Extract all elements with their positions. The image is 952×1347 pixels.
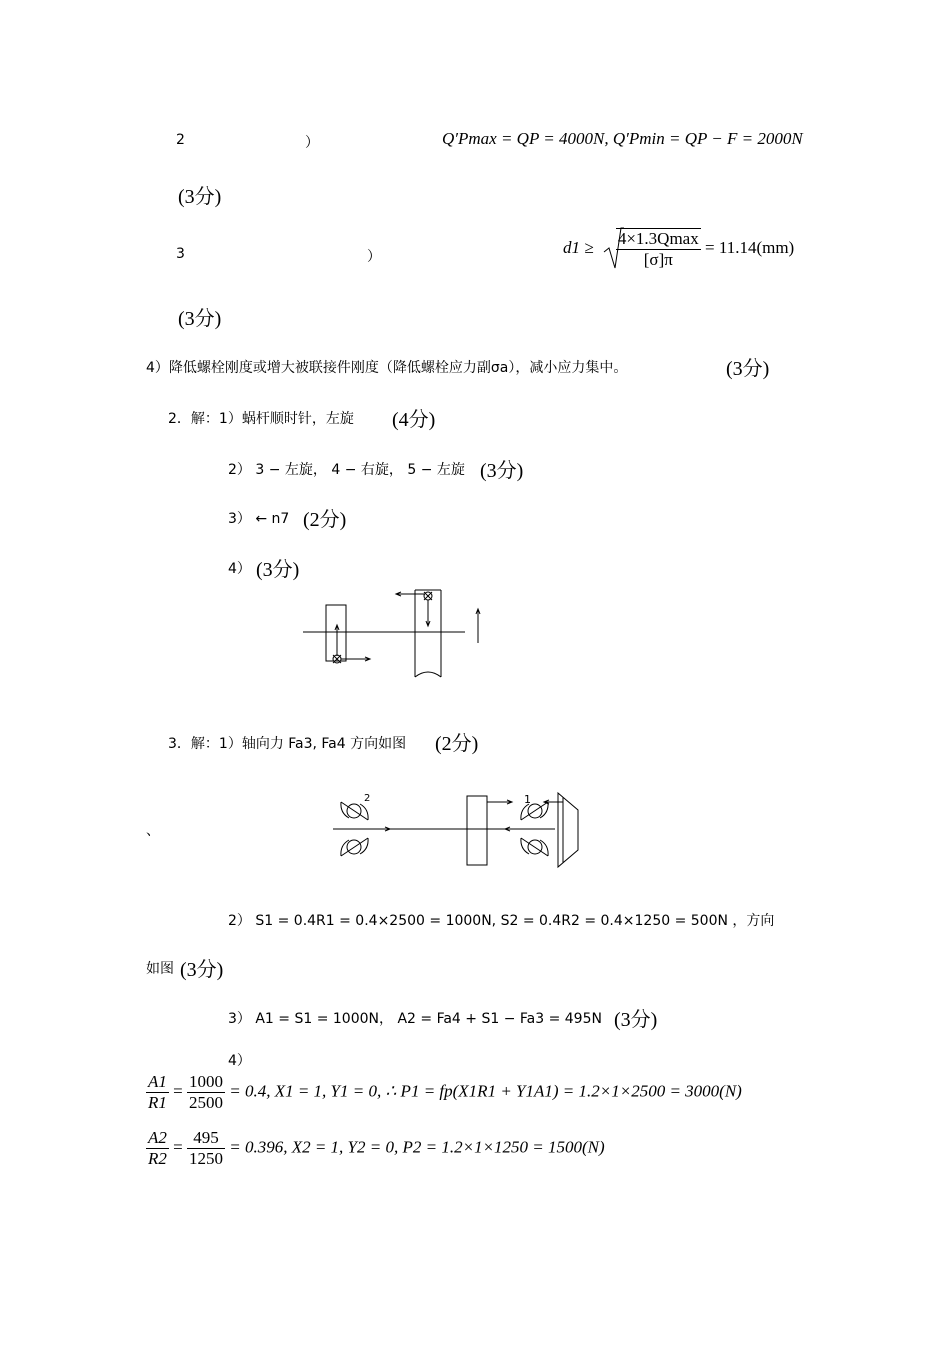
frac-num: A2 <box>148 1128 167 1147</box>
q2-part3: 3） ← n7 <box>228 511 290 527</box>
score: (3分) <box>178 186 222 208</box>
item-paren: ） <box>305 135 319 151</box>
score: (2分) <box>303 509 347 531</box>
fig-label-2: 2 <box>364 793 371 804</box>
frac-num: 495 <box>187 1128 225 1149</box>
q3-part2-cont: 如图 <box>146 961 174 977</box>
sqrt-denominator: [σ]π <box>643 250 673 269</box>
q2-part2: 2） 3 − 左旋， 4 − 右旋， 5 − 左旋 <box>228 462 465 478</box>
frac-num: A1 <box>148 1072 167 1091</box>
frac-num: 1000 <box>188 1072 223 1091</box>
item-number-2: 2 <box>176 132 185 148</box>
q2-heading: 2．解：1）蜗杆顺时针，左旋 <box>168 411 354 427</box>
score: (3分) <box>178 308 222 330</box>
frac-den: 1250 <box>188 1149 223 1168</box>
formula-d1-lhs: d1 ≥ <box>563 237 594 257</box>
formula-d1-result: = 11.14(mm) <box>704 237 795 257</box>
score: (3分) <box>256 559 300 581</box>
frac-den: 2500 <box>188 1093 223 1112</box>
frac-den: R1 <box>148 1093 167 1112</box>
equation-2-rest: = 0.396, X2 = 1, Y2 = 0, P2 = 1.2×1×1250 = 1500(N) <box>229 1137 605 1157</box>
q3-part2: 2） S1 = 0.4R1 = 0.4×2500 = 1000N, S2 = 0.4R2 = 0.4×1250 = 500N ，方向 <box>228 913 775 929</box>
equation-1: $\frac{A1}{R1}$ = $\frac{1000}{2500}$ = 0.4, X1 = 1, Y1 = 0, ∴ P1 = fp(X1R1 + Y1A1) = 1.2×1×2500 = 3000(N) <box>148 1072 742 1112</box>
score: (3分) <box>480 460 524 482</box>
sqrt-numerator: 4×1.3Qmax <box>617 229 699 248</box>
stray-mark: 、 <box>146 823 160 839</box>
q3-part3: 3） A1 = S1 = 1000N， A2 = Fa4 + S1 − Fa3 = 495N <box>228 1011 602 1027</box>
q2-part4: 4） <box>228 561 251 577</box>
item-number-3: 3 <box>176 246 185 262</box>
q3-heading: 3．解：1）轴向力 Fa3, Fa4 方向如图 <box>168 736 407 752</box>
score: (3分) <box>180 959 224 981</box>
formula-qp: Q′Pmax = QP = 4000N, Q′Pmin = QP − F = 2000N <box>442 129 803 148</box>
q3-part4: 4） <box>228 1053 251 1069</box>
score: (2分) <box>435 733 479 755</box>
equation-1-rest: = 0.4, X1 = 1, Y1 = 0, ∴ P1 = fp(X1R1 + Y1A1) = 1.2×1×2500 = 3000(N) <box>229 1081 742 1101</box>
frac-den: R2 <box>148 1149 167 1168</box>
equation-2: $\frac{A2}{R2}$ = $\frac{495}{1250}$ = 0.396, X2 = 1, Y2 = 0, P2 = 1.2×1×1250 = 1500(N) <box>148 1128 605 1168</box>
score: (3分) <box>614 1009 658 1031</box>
fig-label-1: 1 <box>524 793 531 806</box>
item-4-text: 4）降低螺栓刚度或增大被联接件刚度（降低螺栓应力副σa），减小应力集中。 <box>146 360 628 376</box>
item-paren: ） <box>367 249 381 265</box>
score: (3分) <box>726 358 770 380</box>
score: (4分) <box>392 409 436 431</box>
